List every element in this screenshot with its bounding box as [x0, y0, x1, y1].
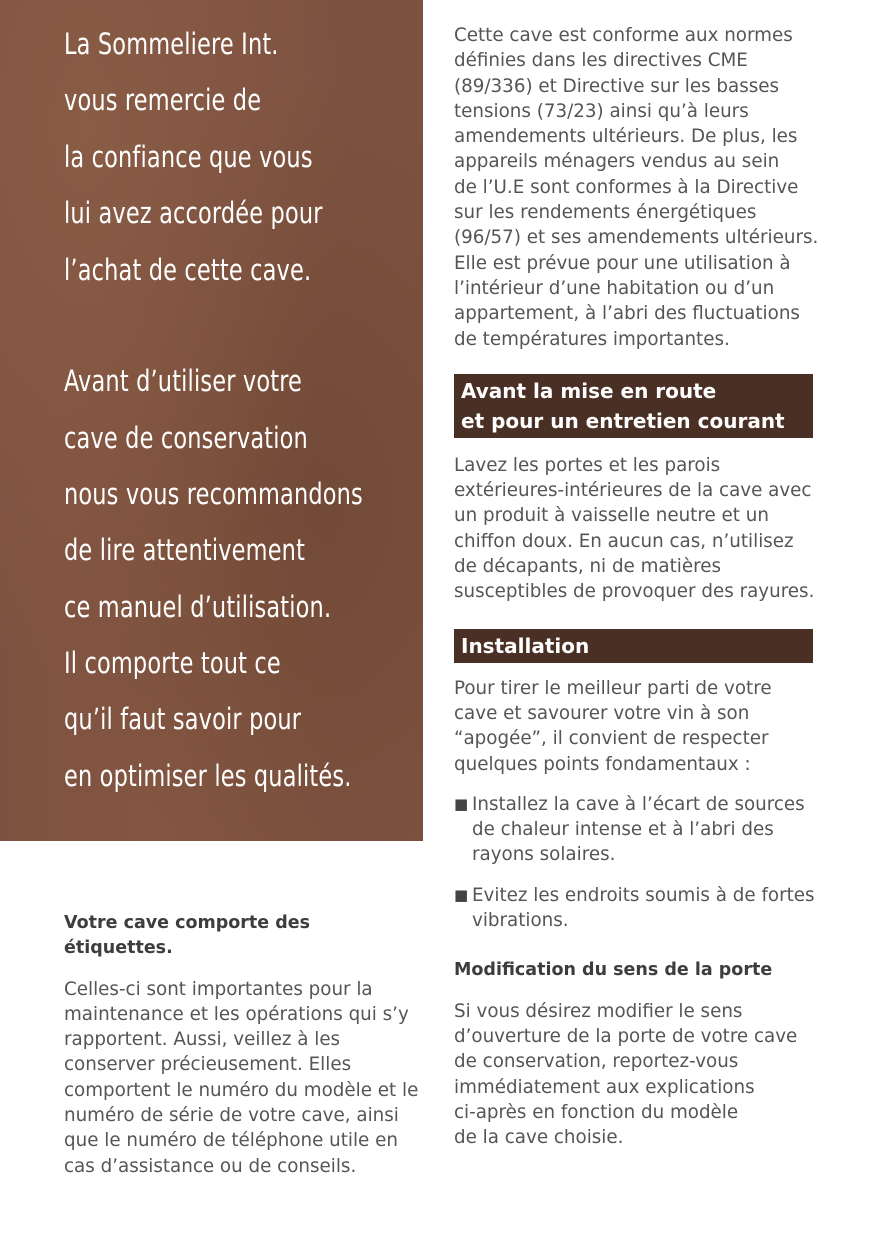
greeting-line: l’achat de cette cave. — [64, 253, 312, 287]
text-line: rapportent. Aussi, veillez à les — [64, 1029, 341, 1051]
maintenance-paragraph — [454, 453, 826, 605]
maintenance-heading — [454, 374, 813, 438]
text-line: “apogée”, il convient de respecter — [454, 728, 769, 750]
bullet-item — [454, 883, 826, 934]
greeting-line: vous remercie de — [64, 83, 262, 117]
greeting-line: en optimiser les qualités. — [64, 759, 352, 793]
text-line: quelques points fondamentaux : — [454, 753, 751, 775]
bullet-item — [454, 792, 826, 868]
text-line: immédiatement aux explications — [454, 1076, 755, 1098]
text-line: un produit à vaisselle neutre et un — [454, 505, 769, 527]
text-line: l’intérieur d’une habitation ou d’un — [454, 277, 775, 299]
text-line: amendements ultérieurs. De plus, les — [454, 126, 798, 148]
text-line: de chaleur intense et à l’abri des — [472, 819, 774, 841]
door-paragraph — [454, 999, 826, 1151]
text-line: de la cave choisie. — [454, 1127, 624, 1149]
text-line: comportent le numéro du modèle et le — [64, 1079, 419, 1101]
text-line: Celles-ci sont importantes pour la — [64, 978, 373, 1000]
heading-line: et pour un entretien courant — [461, 408, 785, 433]
installation-heading: Installation — [454, 629, 813, 663]
greeting-line: cave de conservation — [64, 421, 308, 455]
text-line: Si vous désirez modifier le sens — [454, 1000, 743, 1022]
text-line: conserver précieusement. Elles — [64, 1054, 352, 1076]
greeting-line: qu’il faut savoir pour — [64, 702, 302, 736]
greeting-line: La Sommeliere Int. — [64, 27, 279, 61]
greeting-line: nous vous recommandons — [64, 477, 363, 511]
left-column — [64, 911, 424, 1179]
bullet-square-icon: ■ — [454, 885, 469, 904]
conformity-paragraph — [454, 23, 826, 352]
text-line: cas d’assistance ou de conseils. — [64, 1155, 357, 1177]
text-line: que le numéro de téléphone utile en — [64, 1130, 398, 1152]
text-line: vibrations. — [472, 910, 569, 932]
text-line: de conservation, reportez-vous — [454, 1051, 739, 1073]
text-line: rayons solaires. — [472, 844, 616, 866]
text-line: (96/57) et ses amendements ultérieurs. — [454, 227, 819, 249]
text-line: numéro de série de votre cave, ainsi — [64, 1105, 399, 1127]
greeting-line: Il comporte tout ce — [64, 646, 281, 680]
text-line: (89/336) et Directive sur les basses — [454, 75, 780, 97]
door-heading: Modification du sens de la porte — [454, 960, 773, 981]
right-column — [454, 23, 826, 1150]
text-line: de décapants, ni de matières — [454, 556, 722, 578]
text-line: susceptibles de provoquer des rayures. — [454, 581, 815, 603]
text-line: cave et savourer votre vin à son — [454, 702, 750, 724]
text-line: Installez la cave à l’écart de sources — [472, 793, 805, 815]
text-line: extérieures-intérieures de la cave avec — [454, 480, 812, 502]
text-line: maintenance et les opérations qui s’y — [64, 1003, 409, 1025]
greeting-line: lui avez accordée pour — [64, 196, 323, 230]
text-line: chiffon doux. En aucun cas, n’utilisez — [454, 530, 794, 552]
text-line: Lavez les portes et les parois — [454, 454, 721, 476]
text-line: d’ouverture de la porte de votre cave — [454, 1025, 798, 1047]
text-line: ci-après en fonction du modèle — [454, 1101, 739, 1123]
installation-intro — [454, 676, 826, 777]
labels-heading: Votre cave comporte des étiquettes. — [64, 913, 311, 959]
text-line: appareils ménagers vendus au sein — [454, 151, 780, 173]
greeting-line: de lire attentivement — [64, 533, 306, 567]
text-line: Pour tirer le meilleur parti de votre — [454, 677, 772, 699]
text-line: appartement, à l’abri des fluctuations — [454, 303, 800, 325]
heading-line: Avant la mise en route — [461, 378, 717, 403]
text-line: de températures importantes. — [454, 328, 730, 350]
greeting-line: ce manuel d’utilisation. — [64, 590, 332, 624]
greeting-line: Avant d’utiliser votre — [64, 364, 303, 398]
labels-paragraph — [64, 977, 424, 1179]
text-line: Elle est prévue pour une utilisation à — [454, 252, 791, 274]
text-line: tensions (73/23) ainsi qu’à leurs — [454, 100, 749, 122]
bullet-square-icon: ■ — [454, 794, 469, 813]
text-line: Cette cave est conforme aux normes — [454, 25, 793, 46]
text-line: sur les rendements énergétiques — [454, 202, 757, 224]
greeting-panel — [0, 0, 423, 841]
greeting-line: la confiance que vous — [64, 140, 313, 174]
text-line: Evitez les endroits soumis à de fortes — [472, 884, 815, 906]
text-line: définies dans les directives CME — [454, 50, 748, 72]
text-line: de l’U.E sont conformes à la Directive — [454, 176, 799, 198]
